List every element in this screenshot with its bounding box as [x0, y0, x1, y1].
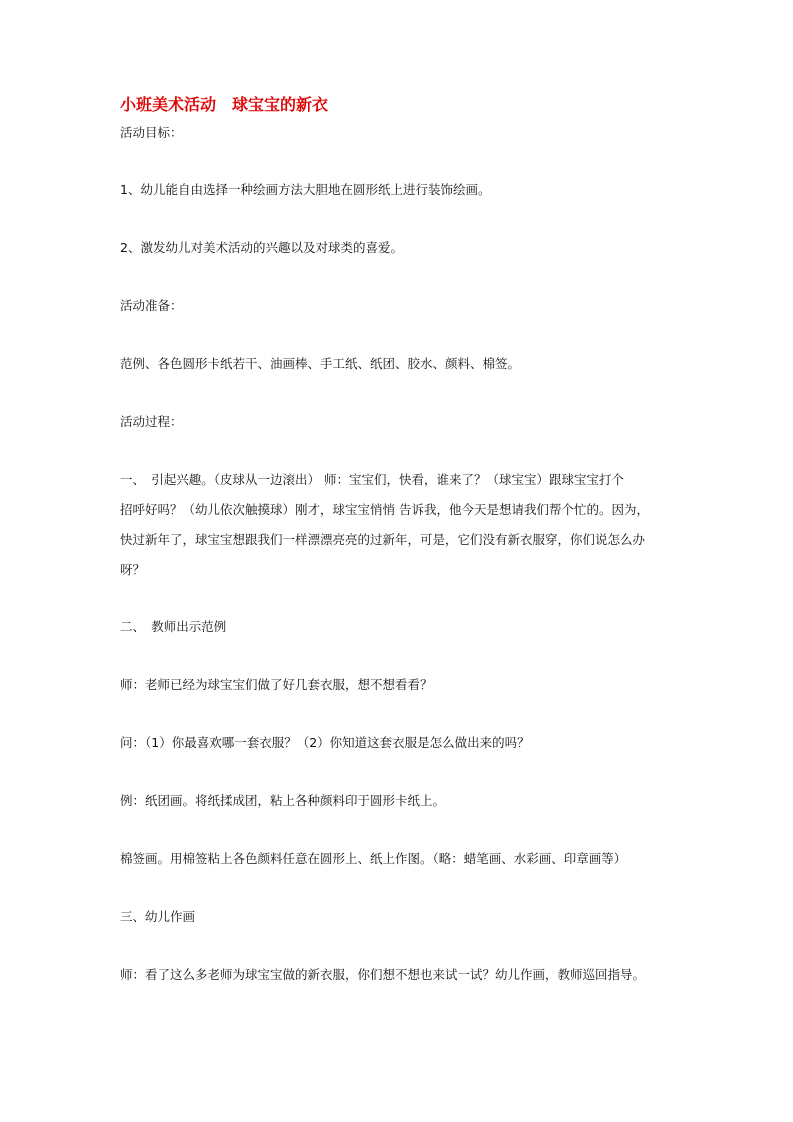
cotton-swab-line: 棉签画。用棉签粘上各色颜料任意在圆形上、纸上作图。（略：蜡笔画、水彩画、印章画等） — [120, 851, 627, 866]
step-2-heading: 二、 教师出示范例 — [120, 619, 227, 634]
step-1-line: 一、 引起兴趣。（皮球从一边滚出） 师：宝宝们，快看，谁来了？（球宝宝）跟球宝宝打个 — [120, 472, 624, 487]
step-1-line: 招呼好吗？（幼儿依次触摸球）刚才，球宝宝悄悄 告诉我，他今天是想请我们帮个忙的。因为， — [120, 502, 649, 517]
example-line: 例：纸团画。将纸揉成团，粘上各种颜料印于圆形卡纸上。 — [120, 793, 446, 808]
step-1-line: 快过新年了，球宝宝想跟我们一样漂漂亮亮的过新年，可是，它们没有新衣服穿，你们说怎么办 — [120, 532, 646, 547]
teacher-line-2: 师：看了这么多老师为球宝宝做的新衣服，你们想不想也来试一试？幼儿作画，教师巡回指导。 — [120, 967, 646, 982]
teacher-line-1: 师：老师已经为球宝宝们做了好几套衣服，想不想看看？ — [120, 677, 433, 692]
step-1-line: 呀？ — [120, 562, 146, 577]
prep-text: 范例、各色圆形卡纸若干、油画棒、手工纸、纸团、胶水、颜料、棉签。 — [120, 356, 521, 371]
process-heading: 活动过程： — [120, 414, 183, 429]
step-1-paragraph — [120, 465, 676, 585]
step-3-heading: 三、幼儿作画 — [120, 909, 196, 924]
goal-item-1: 1、幼儿能自由选择一种绘画方法大胆地在圆形纸上进行装饰绘画。 — [120, 182, 491, 197]
goal-item-2: 2、激发幼儿对美术活动的兴趣以及对球类的喜爱。 — [120, 240, 403, 255]
question-line: 问：（1）你最喜欢哪一套衣服？（2）你知道这套衣服是怎么做出来的吗？ — [120, 735, 530, 750]
goals-heading: 活动目标： — [120, 125, 183, 140]
document-title: 小班美术活动 球宝宝的新衣 — [120, 95, 329, 114]
prep-heading: 活动准备： — [120, 298, 183, 313]
